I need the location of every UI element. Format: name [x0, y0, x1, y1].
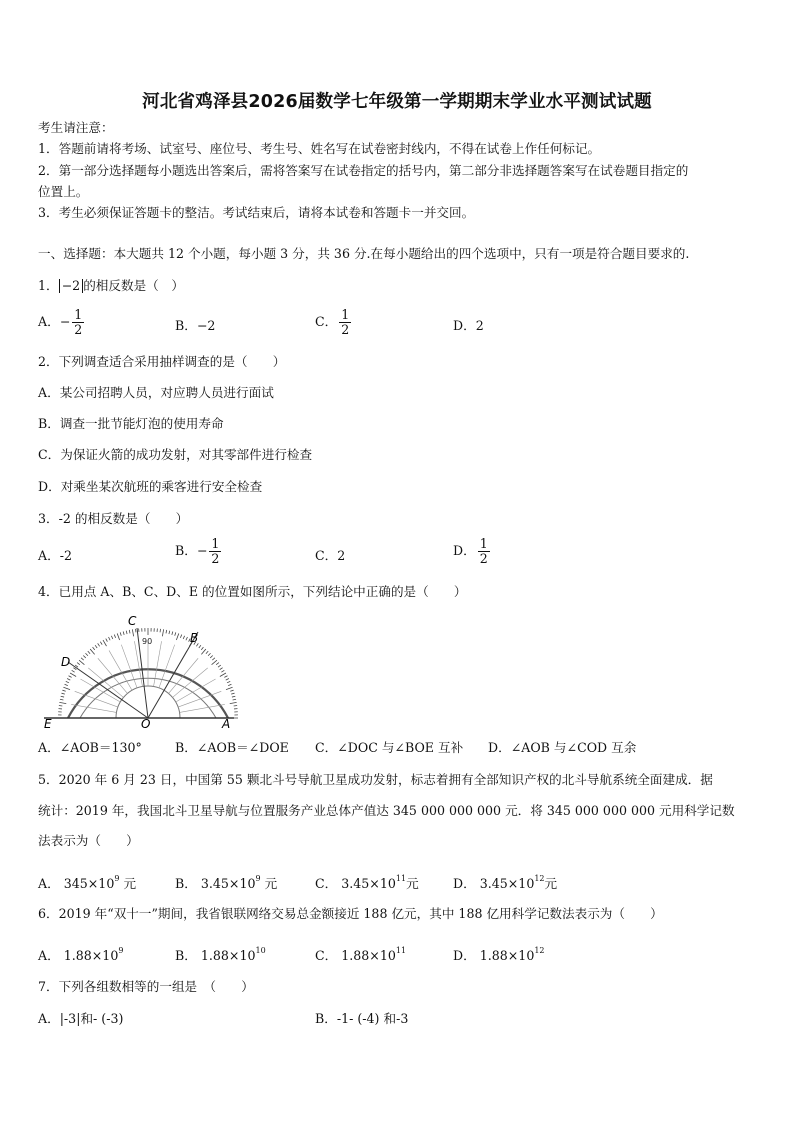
- notice-item-1: 1．答题前请将考场、试室号、座位号、考生号、姓名写在试卷密封线内，不得在试卷上作任何标记。: [38, 141, 601, 156]
- protractor-tick: [103, 640, 107, 646]
- protractor-tick: [162, 629, 163, 636]
- q5-option-c: C． $3.45\times 10^{11}$元: [315, 874, 419, 891]
- protractor-tick: [70, 673, 76, 677]
- protractor-tick: [183, 636, 184, 639]
- q2-option-d: D．对乘坐某次航班的乘客进行安全检查: [38, 479, 263, 494]
- protractor-tick: [123, 631, 124, 634]
- q6-option-c: C． $1.88\times 10^{11}$: [315, 946, 407, 963]
- protractor-tick: [106, 639, 108, 642]
- q4-option-d: D．∠AOB 与∠COD 互余: [488, 740, 637, 755]
- question-5-line-3: 法表示为（ ）: [38, 833, 139, 848]
- protractor-ray: [159, 645, 175, 688]
- protractor-tick: [176, 633, 178, 640]
- question-7: 7．下列各组数相等的一组是 （ ）: [38, 979, 254, 994]
- protractor-tick: [199, 645, 201, 648]
- q3-b-fraction: $\frac{1}{2}$: [211, 536, 220, 566]
- protractor-tick: [230, 702, 237, 703]
- protractor-tick: [233, 699, 236, 700]
- q1-c-fraction: $\frac{1}{2}$: [341, 307, 350, 337]
- q3-option-c: C．2: [315, 548, 346, 563]
- protractor-tick: [226, 679, 229, 681]
- protractor-tick: [88, 651, 90, 654]
- question-4: 4．已用点 A、B、C、D、E 的位置如图所示，下列结论中正确的是（ ）: [38, 584, 467, 599]
- q2-option-a: A．某公司招聘人员，对应聘人员进行面试: [38, 385, 274, 400]
- protractor-tick: [220, 668, 223, 670]
- protractor-ray: [154, 641, 162, 686]
- protractor-tick: [230, 690, 233, 691]
- protractor-tick: [172, 631, 173, 634]
- protractor-tick: [60, 699, 63, 700]
- q6-option-d: D． $1.88\times 10^{12}$: [453, 946, 545, 963]
- protractor-tick: [224, 676, 227, 678]
- q6-option-b: B． $1.88\times 10^{10}$: [175, 946, 266, 963]
- point-label-O: O: [141, 717, 151, 730]
- q3-d-fraction: $\frac{1}{2}$: [479, 536, 488, 566]
- protractor-tick: [220, 673, 226, 677]
- protractor-tick: [175, 632, 176, 635]
- protractor-tick: [59, 702, 66, 703]
- protractor-tick: [232, 696, 235, 697]
- point-label-D: D: [61, 655, 71, 669]
- protractor-tick: [61, 693, 64, 694]
- protractor-tick: [98, 643, 100, 646]
- notice-item-2: 2．第一部分选择题每小题选出答案后，需将答案写在试卷指定的括号内，第二部分非选择题答案写在试卷题目指定的: [38, 163, 689, 178]
- q2-option-b: B．调查一批节能灯泡的使用寿命: [38, 416, 224, 431]
- notice-item-3: 3．考生必须保证答题卡的整洁。考试结束后，请将本试卷和答题卡一并交回。: [38, 205, 475, 220]
- protractor-tick: [226, 687, 233, 689]
- protractor-tick: [79, 660, 84, 664]
- exam-title: 河北省鸡泽县2026届数学七年级第一学期期末学业水平测试试题: [142, 92, 652, 112]
- protractor-tick: [186, 637, 188, 640]
- protractor-tick: [212, 658, 215, 660]
- question-2: 2．下列调查适合采用抽样调查的是（ ）: [38, 354, 286, 369]
- protractor-tick: [221, 670, 224, 672]
- protractor-tick: [67, 679, 70, 681]
- q1-option-d: D．2: [453, 318, 484, 333]
- q5-option-d: D． $3.45\times 10^{12}$元: [453, 874, 558, 891]
- q1-number: 1．: [38, 278, 59, 293]
- protractor-tick: [212, 660, 217, 664]
- protractor-tick: [83, 655, 86, 657]
- protractor-tick: [93, 647, 95, 650]
- protractor-ray: [121, 645, 137, 688]
- protractor-tick: [166, 630, 167, 633]
- protractor-tick: [120, 632, 121, 635]
- q3-option-a: A．-2: [38, 548, 72, 563]
- q5-option-a: A． $345\times 10^9$ 元: [38, 874, 137, 891]
- q2-option-c: C．为保证火箭的成功发射，对其零部件进行检查: [38, 447, 313, 462]
- protractor-tick: [90, 649, 94, 654]
- notice-item-2-cont: 位置上。: [38, 184, 89, 199]
- protractor-tick: [61, 696, 64, 697]
- protractor-tick: [117, 633, 119, 640]
- protractor-tick: [206, 651, 208, 654]
- q1-absolute-value: −2: [59, 279, 84, 293]
- q4-option-b: B．∠AOB＝∠DOE: [175, 740, 289, 755]
- protractor-tick: [95, 645, 97, 648]
- protractor-tick: [169, 631, 170, 634]
- q1-a-fraction: $\frac{1}{2}$: [74, 307, 83, 337]
- q4-option-c: C．∠DOC 与∠BOE 互补: [315, 740, 464, 755]
- protractor-tick: [180, 635, 181, 638]
- protractor-tick: [201, 647, 203, 650]
- protractor-tick: [208, 653, 210, 656]
- q6-option-a: A． $1.88\times 10^9$: [38, 946, 124, 963]
- q5-option-b: B． $3.45\times 10^9$ 元: [175, 874, 278, 891]
- point-label-C: C: [128, 614, 137, 628]
- protractor-tick: [63, 687, 70, 689]
- question-3: 3．-2 的相反数是（ ）: [38, 511, 189, 526]
- protractor-tick: [72, 670, 75, 672]
- q7-option-b: B．-1- (-4) 和-3: [315, 1011, 409, 1026]
- protractor-tick: [77, 663, 80, 665]
- q1-stem: 的相反数是（ ）: [83, 278, 184, 293]
- protractor-figure: [38, 610, 248, 730]
- q3-option-b: B．− $\frac{1}{2}$: [175, 536, 220, 566]
- q4-option-a: A．∠AOB＝130°: [38, 740, 142, 755]
- protractor-tick: [132, 629, 133, 636]
- protractor-ray: [180, 704, 225, 712]
- protractor-tick: [65, 684, 68, 685]
- point-label-B: B: [190, 631, 199, 645]
- protractor-tick: [100, 642, 102, 645]
- protractor-tick: [85, 653, 87, 656]
- q3-option-d: D． $\frac{1}{2}$: [453, 536, 488, 566]
- notice-heading: 考生请注意：: [38, 120, 114, 135]
- protractor-tick: [129, 630, 130, 633]
- ninety-label: 90: [142, 637, 153, 646]
- protractor-ray: [71, 704, 116, 712]
- section-heading: 一、选择题：本大题共 12 个小题，每小题 3 分，共 36 分.在每小题给出的四个选项中，只有一项是符合题目要求的.: [38, 246, 690, 261]
- protractor-tick: [114, 635, 115, 638]
- point-label-A: A: [222, 717, 231, 730]
- q7-option-a: A．|-3|和- (-3): [38, 1011, 124, 1026]
- protractor-tick: [111, 636, 112, 639]
- protractor-tick: [66, 681, 69, 682]
- question-1: [38, 276, 184, 296]
- q1-option-b: B．−2: [175, 318, 216, 333]
- question-6: 6．2019 年“双十一”期间，我省银联网络交易总金额接近 188 亿元，其中 188 亿用科学记数法表示为（ ）: [38, 906, 663, 921]
- protractor-tick: [62, 690, 65, 691]
- point-label-E: E: [44, 717, 52, 730]
- protractor-tick: [216, 663, 219, 665]
- protractor-tick: [231, 693, 234, 694]
- question-5-line-1: 5．2020 年 6 月 23 日，中国第 55 颗北斗号导航卫星成功发射，标志着拥有全部知识产权的北斗导航系统全面建成．据: [38, 772, 713, 787]
- question-5-line-2: 统计：2019 年，我国北斗卫星导航与位置服务产业总体产值达 345 000 000 000 元．将 345 000 000 000 元用科学记数: [38, 803, 735, 818]
- protractor-tick: [126, 631, 127, 634]
- protractor-tick: [69, 676, 72, 678]
- protractor-tick: [81, 658, 84, 660]
- protractor-tick: [109, 637, 111, 640]
- protractor-tick: [201, 649, 205, 654]
- protractor-tick: [228, 684, 231, 685]
- q1-option-a: A．− $\frac{1}{2}$: [38, 307, 83, 337]
- q1-option-c: C． $\frac{1}{2}$: [315, 307, 350, 337]
- protractor-tick: [218, 665, 221, 667]
- protractor-tick: [210, 655, 213, 657]
- protractor-tick: [227, 681, 230, 682]
